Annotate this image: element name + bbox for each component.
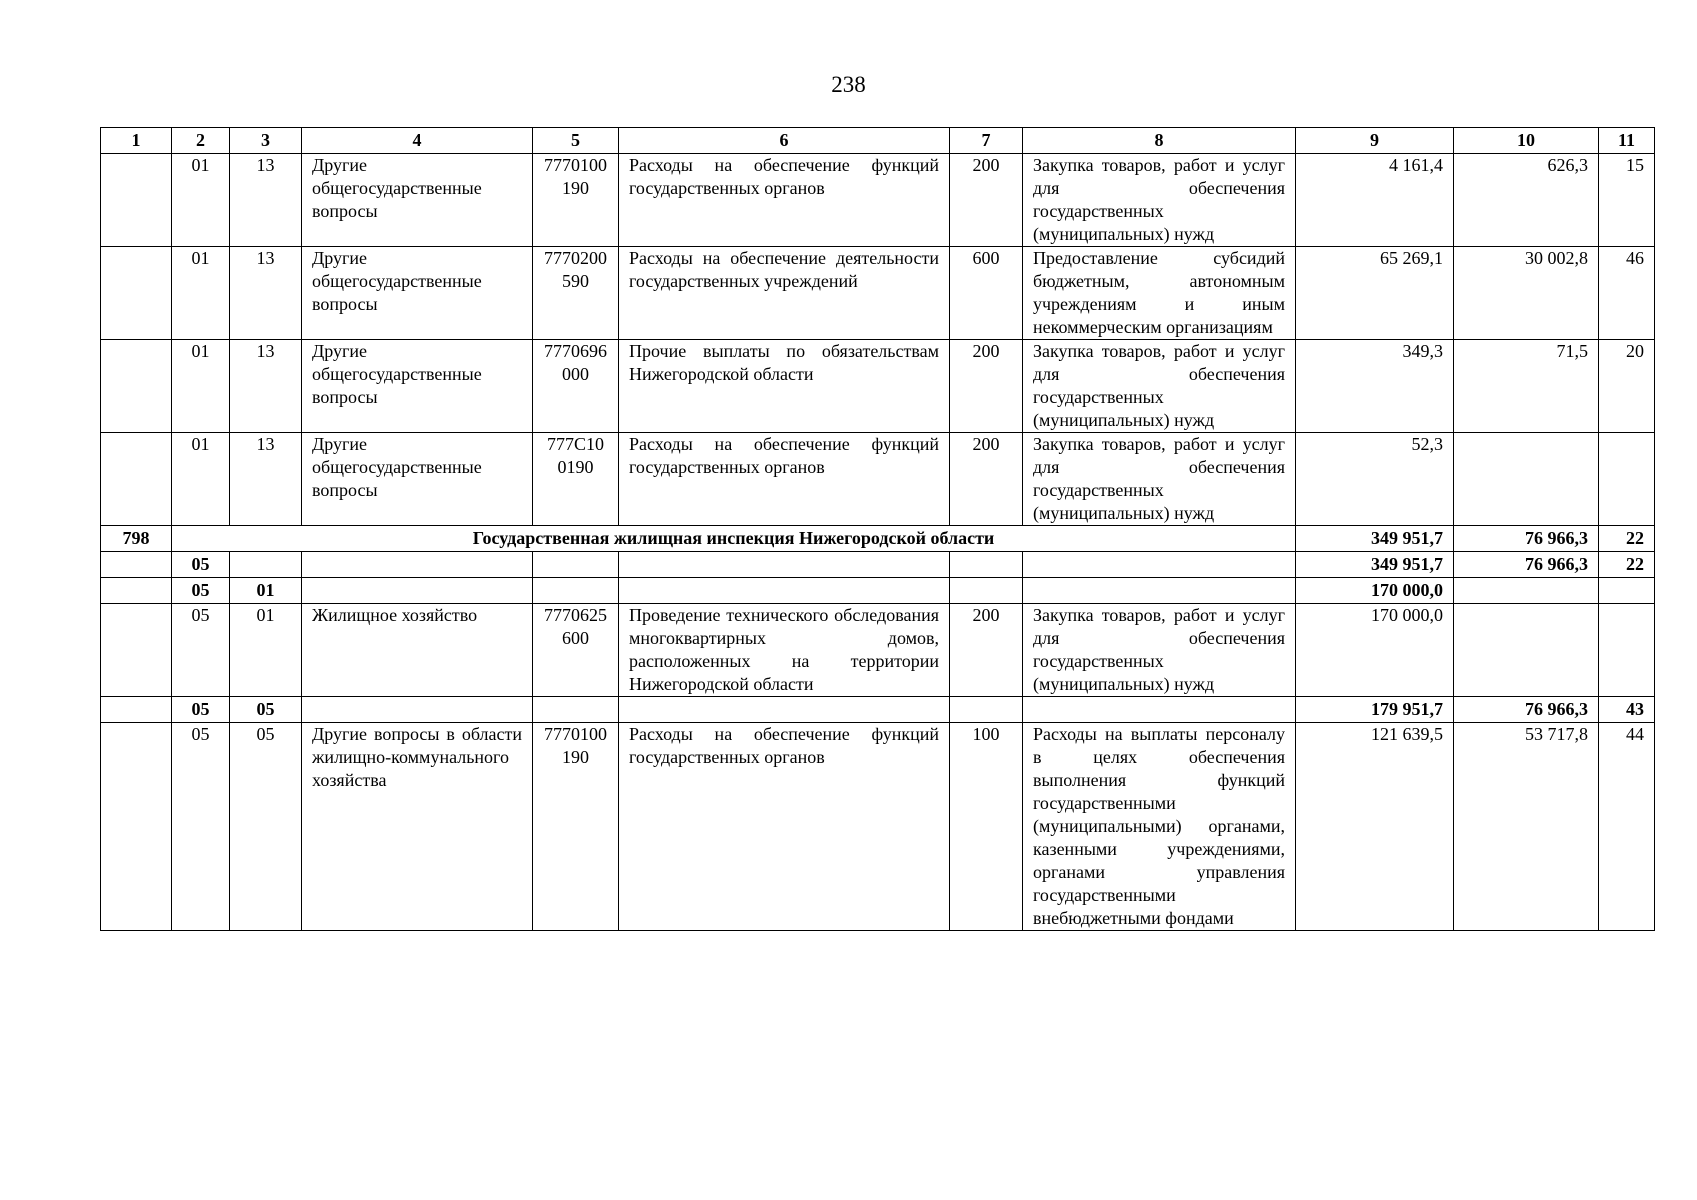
header-col-9: 9 [1296, 128, 1454, 154]
amount-col-10 [1454, 433, 1599, 526]
section-total-row [101, 552, 1655, 578]
target-article-code: 7770200590 [533, 247, 619, 340]
subsection-code: 13 [230, 340, 302, 433]
percent-col-11: 22 [1599, 552, 1655, 578]
percent-col-11: 15 [1599, 154, 1655, 247]
header-col-11: 11 [1599, 128, 1655, 154]
amount-col-10: 76 966,3 [1454, 552, 1599, 578]
target-article-name: Расходы на обеспечение функций государственных органов [619, 433, 950, 526]
section-name: Жилищное хозяйство [302, 604, 533, 697]
target-article-code: 7770625600 [533, 604, 619, 697]
expense-type-code: 600 [950, 247, 1023, 340]
amount-col-10: 71,5 [1454, 340, 1599, 433]
subsection-code: 01 [230, 578, 302, 604]
subsection-code: 13 [230, 154, 302, 247]
target-article-name: Проведение технического обследования многоквартирных домов, расположенных на территории Нижегородской области [619, 604, 950, 697]
section-code: 05 [172, 723, 230, 931]
expense-type-code: 200 [950, 340, 1023, 433]
target-article-code: 7770100190 [533, 154, 619, 247]
header-col-3: 3 [230, 128, 302, 154]
table-row [101, 604, 1655, 697]
table-row [101, 723, 1655, 931]
section-code: 01 [172, 247, 230, 340]
amount-col-9: 349 951,7 [1296, 552, 1454, 578]
header-col-2: 2 [172, 128, 230, 154]
amount-col-9: 179 951,7 [1296, 697, 1454, 723]
department-title: Государственная жилищная инспекция Нижегородской области [172, 526, 1296, 552]
amount-col-9: 349 951,7 [1296, 526, 1454, 552]
amount-col-9: 121 639,5 [1296, 723, 1454, 931]
target-article-name: Прочие выплаты по обязательствам Нижегородской области [619, 340, 950, 433]
expense-type-code: 200 [950, 433, 1023, 526]
subsection-code: 01 [230, 604, 302, 697]
amount-col-10: 626,3 [1454, 154, 1599, 247]
percent-col-11: 43 [1599, 697, 1655, 723]
section-name: Другие общегосударственные вопросы [302, 340, 533, 433]
header-row [101, 128, 1655, 154]
amount-col-9: 170 000,0 [1296, 604, 1454, 697]
amount-col-9: 349,3 [1296, 340, 1454, 433]
table-row [101, 340, 1655, 433]
amount-col-10: 53 717,8 [1454, 723, 1599, 931]
header-col-5: 5 [533, 128, 619, 154]
section-code: 05 [172, 604, 230, 697]
subsection-code: 13 [230, 433, 302, 526]
percent-col-11: 46 [1599, 247, 1655, 340]
header-col-6: 6 [619, 128, 950, 154]
header-col-8: 8 [1023, 128, 1296, 154]
page-number: 238 [831, 72, 866, 97]
section-code: 01 [172, 340, 230, 433]
table-row [101, 433, 1655, 526]
budget-table [100, 127, 1655, 931]
header-col-4: 4 [302, 128, 533, 154]
section-code: 01 [172, 433, 230, 526]
amount-col-10: 76 966,3 [1454, 526, 1599, 552]
header-col-10: 10 [1454, 128, 1599, 154]
expense-type-code: 100 [950, 723, 1023, 931]
table-row [101, 247, 1655, 340]
subsection-code: 13 [230, 247, 302, 340]
amount-col-9: 170 000,0 [1296, 578, 1454, 604]
amount-col-10: 30 002,8 [1454, 247, 1599, 340]
section-name: Другие вопросы в области жилищно-коммунального хозяйства [302, 723, 533, 931]
percent-col-11: 22 [1599, 526, 1655, 552]
target-article-name: Расходы на обеспечение деятельности государственных учреждений [619, 247, 950, 340]
expense-type-code: 200 [950, 154, 1023, 247]
target-article-name: Расходы на обеспечение функций государственных органов [619, 723, 950, 931]
section-code: 01 [172, 154, 230, 247]
header-col-7: 7 [950, 128, 1023, 154]
expense-type-name: Расходы на выплаты персоналу в целях обеспечения выполнения функций государственными (муниципальными) органами, казенными учреждениями, органами управления государственными внебюджетными фондами [1023, 723, 1296, 931]
department-row [101, 526, 1655, 552]
amount-col-10: 76 966,3 [1454, 697, 1599, 723]
target-article-code: 7770100190 [533, 723, 619, 931]
subsection-code: 05 [230, 723, 302, 931]
subsection-total-row [101, 578, 1655, 604]
expense-type-name: Закупка товаров, работ и услуг для обеспечения государственных (муниципальных) нужд [1023, 433, 1296, 526]
section-code: 05 [172, 578, 230, 604]
target-article-code: 7770696000 [533, 340, 619, 433]
header-col-1: 1 [101, 128, 172, 154]
percent-col-11: 44 [1599, 723, 1655, 931]
amount-col-9: 4 161,4 [1296, 154, 1454, 247]
section-name: Другие общегосударственные вопросы [302, 433, 533, 526]
expense-type-name: Закупка товаров, работ и услуг для обеспечения государственных (муниципальных) нужд [1023, 340, 1296, 433]
expense-type-code: 200 [950, 604, 1023, 697]
subsection-code: 05 [230, 697, 302, 723]
section-name: Другие общегосударственные вопросы [302, 247, 533, 340]
amount-col-9: 52,3 [1296, 433, 1454, 526]
percent-col-11 [1599, 433, 1655, 526]
expense-type-name: Закупка товаров, работ и услуг для обеспечения государственных (муниципальных) нужд [1023, 154, 1296, 247]
department-code: 798 [101, 526, 172, 552]
section-code: 05 [172, 552, 230, 578]
expense-type-name: Предоставление субсидий бюджетным, автономным учреждениям и иным некоммерческим организациям [1023, 247, 1296, 340]
table-row [101, 154, 1655, 247]
target-article-code: 777С100190 [533, 433, 619, 526]
percent-col-11: 20 [1599, 340, 1655, 433]
section-name: Другие общегосударственные вопросы [302, 154, 533, 247]
expense-type-name: Закупка товаров, работ и услуг для обеспечения государственных (муниципальных) нужд [1023, 604, 1296, 697]
subsection-total-row [101, 697, 1655, 723]
section-code: 05 [172, 697, 230, 723]
target-article-name: Расходы на обеспечение функций государственных органов [619, 154, 950, 247]
amount-col-9: 65 269,1 [1296, 247, 1454, 340]
